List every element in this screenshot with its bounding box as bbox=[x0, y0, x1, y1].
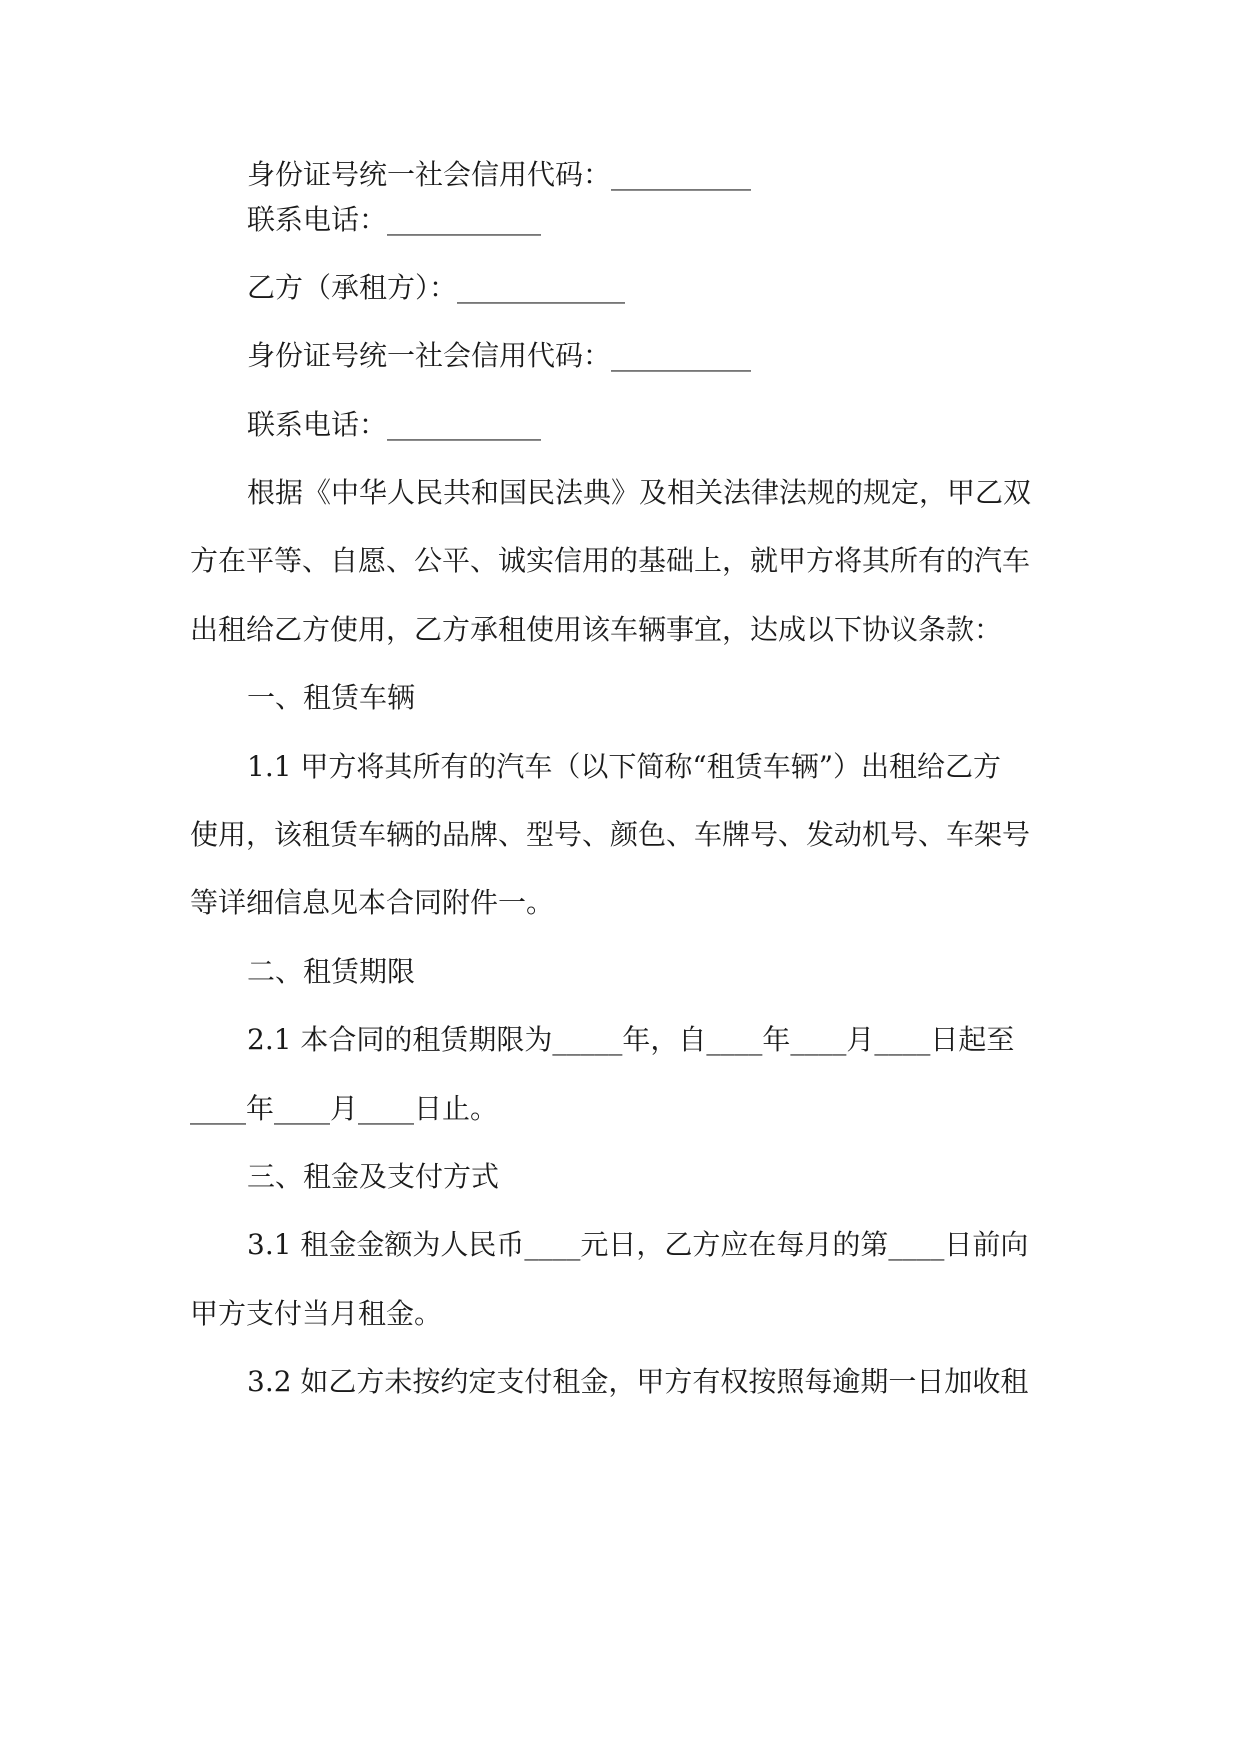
party-b-phone-line bbox=[0, 405, 1241, 445]
clause-1-1-line-1: 1.1 甲方将其所有的汽车（以下简称“租赁车辆”）出租给乙方 bbox=[247, 750, 1002, 783]
section-1-heading: 一、租赁车辆 bbox=[247, 681, 416, 714]
party-a-phone-line bbox=[0, 200, 1241, 240]
party-a-id-label: 身份证号统一社会信用代码： bbox=[247, 158, 612, 191]
clause-2-1-line-1: 2.1 本合同的租赁期限为_____年，自____年____月____日起至 bbox=[247, 1023, 1015, 1056]
party-b-phone-blank: ___________ bbox=[387, 408, 542, 441]
preamble-line-3: 出租给乙方使用，乙方承租使用该车辆事宜，达成以下协议条款： bbox=[190, 613, 1003, 646]
party-b-phone-label: 联系电话： bbox=[247, 408, 388, 441]
party-a-id-line bbox=[0, 155, 1241, 195]
preamble-line-2: 方在平等、自愿、公平、诚实信用的基础上，就甲方将其所有的汽车 bbox=[190, 544, 1031, 577]
party-b-label: 乙方（承租方）： bbox=[247, 271, 458, 304]
clause-2-1-line-2: ____年____月____日止。 bbox=[190, 1092, 499, 1125]
clause-1-1-line-2: 使用，该租赁车辆的品牌、型号、颜色、车牌号、发动机号、车架号 bbox=[190, 818, 1031, 851]
clause-3-2-line-1: 3.2 如乙方未按约定支付租金，甲方有权按照每逾期一日加收租 bbox=[247, 1365, 1029, 1398]
clause-1-1-line-3: 等详细信息见本合同附件一。 bbox=[190, 886, 555, 919]
preamble-line-1: 根据《中华人民共和国民法典》及相关法律法规的规定，甲乙双 bbox=[247, 476, 1032, 509]
party-b-id-label: 身份证号统一社会信用代码： bbox=[247, 339, 612, 372]
clause-3-1-line-2: 甲方支付当月租金。 bbox=[190, 1297, 443, 1330]
clause-3-1-line-1: 3.1 租金金额为人民币____元日，乙方应在每月的第____日前向 bbox=[247, 1228, 1029, 1261]
party-a-id-blank: __________ bbox=[611, 158, 752, 191]
party-a-phone-blank: ___________ bbox=[387, 203, 542, 236]
party-b-id-line bbox=[0, 336, 1241, 376]
party-b-blank: ____________ bbox=[457, 271, 626, 304]
section-3-heading: 三、租金及支付方式 bbox=[247, 1160, 500, 1193]
party-a-phone-label: 联系电话： bbox=[247, 203, 388, 236]
section-2-heading: 二、租赁期限 bbox=[247, 955, 416, 988]
party-b-line bbox=[0, 268, 1241, 308]
party-b-id-blank: __________ bbox=[611, 339, 752, 372]
